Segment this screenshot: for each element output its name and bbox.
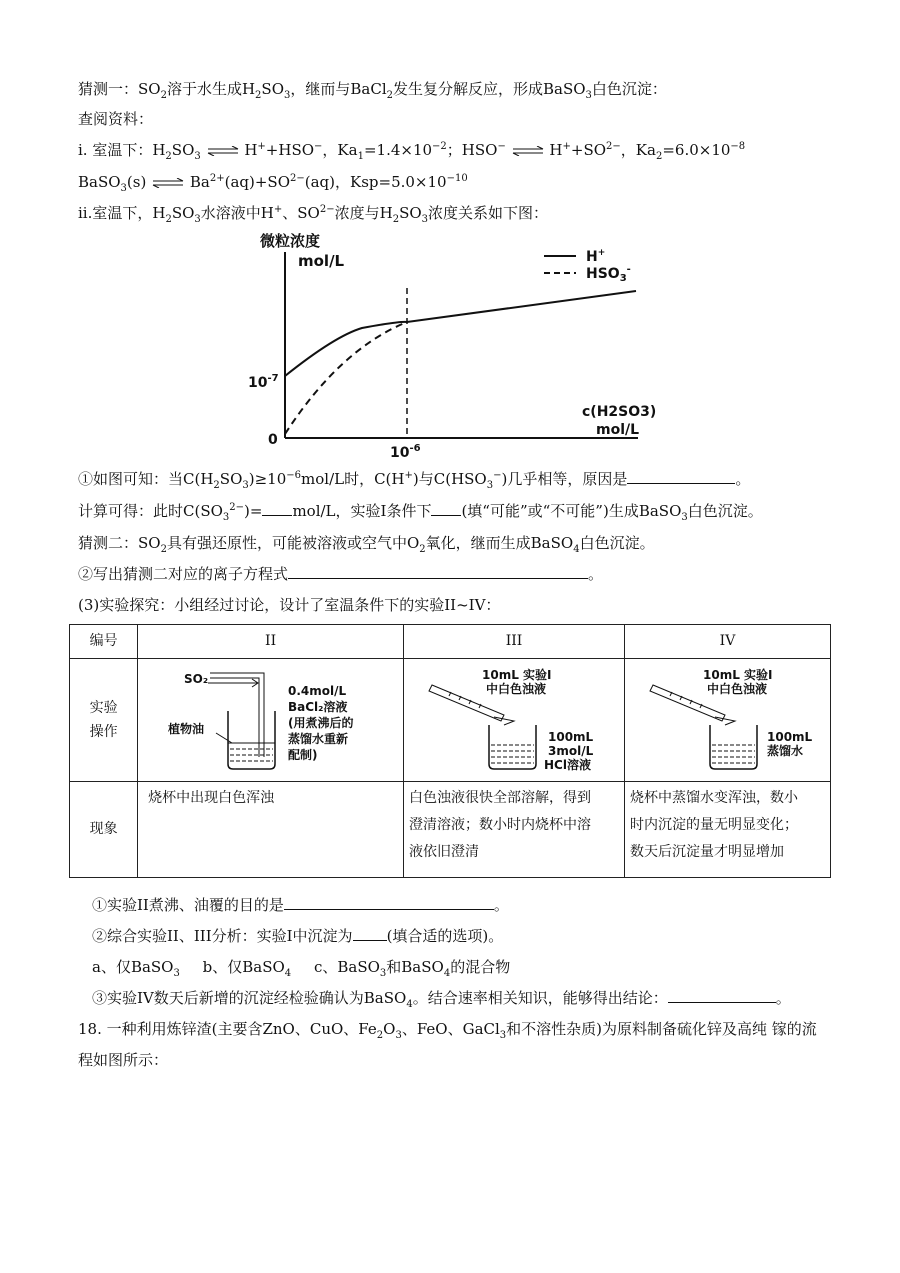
answer-blank[interactable]	[668, 988, 776, 1003]
svg-text:100mL: 100mL	[547, 730, 594, 744]
lookup-line: 查阅资料：	[78, 110, 154, 128]
concentration-chart	[240, 224, 660, 464]
svg-text:10mL 实验Ⅰ: 10mL 实验Ⅰ	[703, 668, 773, 682]
answer-blank[interactable]	[431, 501, 461, 516]
origin-label: 0	[268, 432, 278, 448]
answer-blank[interactable]	[353, 926, 387, 941]
legend-hso3-label: $HSO_3^-$	[586, 264, 631, 284]
svg-text:蒸馏水重新: 蒸馏水重新	[288, 732, 349, 746]
sub-question-3: ③实验IV数天后新增的沉淀经检验确认为BaSO$_4$。结合速率相关知识，能够得出结论： 。	[92, 989, 791, 1010]
phenomenon-iii: 白色浊液很快全部溶解，得到 澄清溶液；数小时内烧杯中溶 液依旧澄清	[403, 782, 624, 878]
y-tick-label: $10^{-7}$	[248, 373, 279, 391]
equilibrium-i-line: i. 室温下：$H_2SO_3$ H++HSO−，$Ka_1=1.4\times 10^{-2}$；HSO− $H^++SO^{2-}$，$Ka_2=6.0\times 10^{-8}$	[78, 141, 746, 162]
answer-blank[interactable]	[288, 564, 588, 579]
beaker-diagram-ii	[138, 659, 393, 771]
equilibrium-arrow-icon	[151, 178, 185, 188]
svg-text:3mol/L: 3mol/L	[547, 744, 594, 758]
table-header: III	[403, 625, 624, 659]
legend-h-plus-label: H+	[586, 248, 606, 265]
row-label-operation: 实验 操作	[70, 659, 138, 782]
phenomenon-iv: 烧杯中蒸馏水变浑浊，数小 时内沉淀的量无明显变化； 数天后沉淀量才明显增加	[625, 782, 831, 878]
experiment-table	[69, 624, 831, 878]
answer-blank[interactable]	[262, 501, 292, 516]
x-axis-label: c(H2SO3)	[582, 404, 657, 420]
apparatus-ii	[138, 659, 404, 782]
series-hso3-line	[285, 322, 407, 434]
svg-text:中白色浊液: 中白色浊液	[485, 682, 546, 696]
y-axis-unit: mol/L	[298, 252, 345, 270]
svg-text:SO₂: SO₂	[184, 672, 209, 686]
phenomenon-ii: 烧杯中出现白色浑浊	[138, 782, 404, 878]
ksp-line: BaSO$_3$(s) $Ba^{2+}(aq)+SO^{2-}(aq)$，$Ksp=5.0\times 10^{-10}$	[78, 173, 468, 194]
calc-line: 计算可得：此时$C(SO_3^{2-})= mol/L$，实验Ⅰ条件下 (填“可能”或“不可能”)生成BaSO$_3$白色沉淀。	[78, 502, 763, 523]
guess-two-line: 猜测二：$SO_2$具有强还原性，可能被溶液或空气中$O_2$氧化，继而生成BaSO$_4$白色沉淀。	[78, 534, 655, 555]
beaker-diagram-iv	[625, 659, 830, 771]
answer-blank[interactable]	[284, 895, 494, 910]
table-header: 编号	[70, 625, 138, 659]
equilibrium-arrow-icon	[511, 146, 545, 156]
question-2-line: ②写出猜测二对应的离子方程式 。	[78, 565, 604, 583]
svg-text:BaCl₂溶液: BaCl₂溶液	[288, 700, 348, 714]
question-18-line-1: 18. 一种利用炼锌渣(主要含ZnO、CuO、$Fe_2O_3$、FeO、GaCl$_3$和不溶性杂质)为原料制备硫化锌及高纯 镓的流	[78, 1020, 817, 1041]
beaker-diagram-iii	[404, 659, 624, 771]
sub-question-1: ①实验II煮沸、油覆的目的是 。	[92, 896, 509, 914]
svg-text:HCl溶液: HCl溶液	[543, 758, 591, 771]
svg-text:0.4mol/L: 0.4mol/L	[288, 684, 347, 698]
svg-text:(用煮沸后的: (用煮沸后的	[288, 716, 354, 730]
table-header: IV	[625, 625, 831, 659]
series-h-plus-line	[285, 291, 636, 376]
answer-blank[interactable]	[627, 469, 735, 484]
table-header: II	[138, 625, 404, 659]
row-label-phenomenon: 现象	[70, 782, 138, 878]
svg-text:100mL: 100mL	[767, 730, 813, 744]
apparatus-iv	[625, 659, 831, 782]
guess-one-line: 猜测一：$SO_2$溶于水生成$H_2SO_3$，继而与BaCl$_2$发生复分解反应，形成BaSO$_3$白色沉淀：	[78, 80, 667, 101]
x-axis-unit: mol/L	[596, 422, 640, 438]
svg-text:配制): 配制)	[288, 748, 318, 762]
svg-text:植物油: 植物油	[168, 722, 205, 736]
sub-question-2: ②综合实验II、III分析：实验I中沉淀为 (填合适的选项)。	[92, 927, 504, 945]
question-18-line-2: 程如图所示：	[78, 1051, 169, 1069]
svg-text:10mL 实验Ⅰ: 10mL 实验Ⅰ	[481, 668, 552, 682]
svg-text:蒸馏水: 蒸馏水	[767, 744, 804, 758]
options-line: a、仅BaSO$_3$ b、仅BaSO$_4$ c、BaSO$_3$和BaSO$_4$的混合物	[92, 958, 511, 979]
apparatus-iii	[403, 659, 624, 782]
equilibrium-arrow-icon	[206, 146, 240, 156]
y-axis-label: 微粒浓度	[260, 232, 321, 250]
experiment-intro-line: (3)实验探究：小组经过讨论，设计了室温条件下的实验II~IV：	[78, 596, 501, 614]
question-1-line: ①如图可知：当$C(H_2SO_3)\ge 10^{-6}mol/L$时，C(H+)与$C(HSO_3^-)$几乎相等，原因是 。	[78, 470, 751, 491]
svg-text:中白色浊液: 中白色浊液	[707, 682, 768, 696]
x-tick-label: $10^{-6}$	[390, 443, 421, 461]
figure-intro-line: ii.室温下，$H_2SO_3$水溶液中H+、$SO^{2-}$浓度与$H_2SO_3$浓度关系如下图：	[78, 204, 549, 225]
